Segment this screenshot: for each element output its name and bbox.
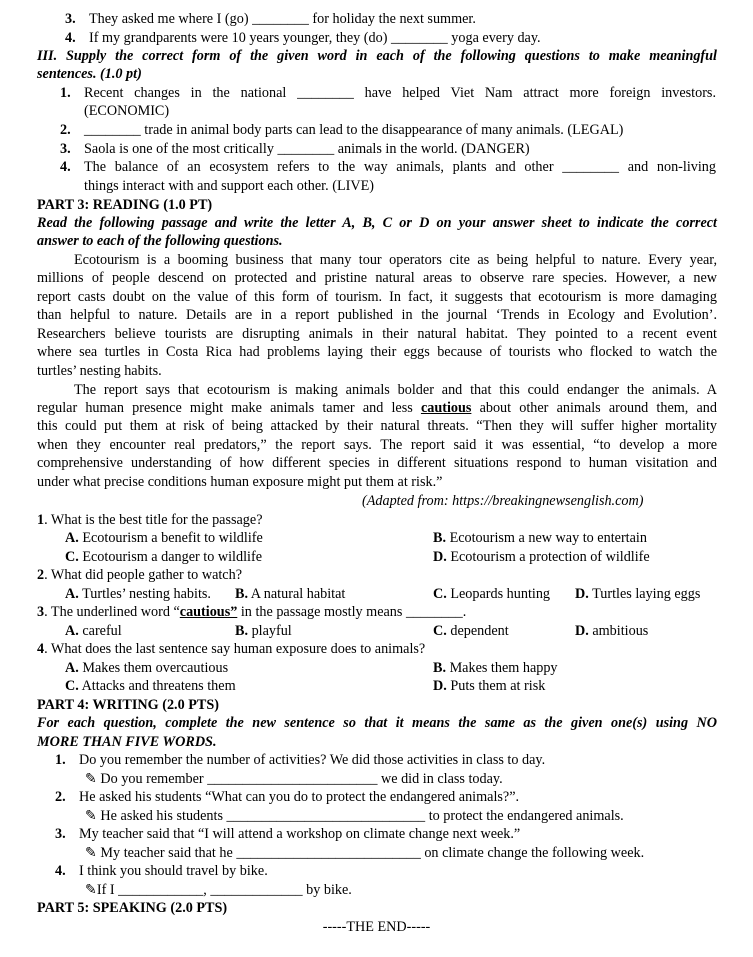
sentence-text: I think you should travel by bike. xyxy=(79,863,268,879)
end-marker: -----THE END----- xyxy=(322,919,431,935)
passage-line: turtles’ nesting habits. xyxy=(37,363,162,379)
option-b[interactable]: B. A natural habitat xyxy=(235,586,346,602)
question-number: 4 xyxy=(37,641,45,657)
instruction-cont: answer to each of the following questions. xyxy=(37,233,283,249)
answer-line[interactable]: ✎If I ____________, _____________ by bike. xyxy=(85,882,352,898)
passage-line: where sea turtles in Costa Rica had problems laying their eggs because of tourists who flocked to watch the xyxy=(37,344,717,360)
instruction: For each question, complete the new sentence so that it means the same as the given one(s) using NO xyxy=(37,715,717,731)
passage-text: regular human presence might make animals tamer and less xyxy=(37,400,413,416)
answer-line[interactable]: ✎ My teacher said that he __________________________ on climate change the following week. xyxy=(85,845,645,861)
option-a[interactable]: A. Makes them overcautious xyxy=(65,660,229,676)
passage-line: Ecotourism is a booming business that many tour operators cite as being helpful to nature. Every year, xyxy=(74,252,717,268)
passage-line: millions of people descend on protected and pristine natural areas to observe rare species. However, a new xyxy=(37,270,717,286)
sentence-text: He asked his students “What can you do to protect the endangered animals?”. xyxy=(79,789,520,805)
passage-line: when they encounter real predators,” the report says. The report said it was essential, “to develop a more xyxy=(37,437,717,453)
instruction: Read the following passage and write the letter A, B, C or D on your answer sheet to indicate the correct xyxy=(37,215,717,231)
sentence-text-cont: (ECONOMIC) xyxy=(84,103,170,119)
sentence-text-cont: things interact with and support each other. (LIVE) xyxy=(84,178,374,194)
item-number: 1. xyxy=(55,752,66,768)
sentence-text: My teacher said that “I will attend a workshop on climate change next week.” xyxy=(79,826,521,842)
passage-line: Researchers believe tourists are disrupting animals in their natural habitat. They pointed to a recent event xyxy=(37,326,717,342)
option-d[interactable]: D. Ecotourism a protection of wildlife xyxy=(433,549,650,565)
item-number: 2. xyxy=(55,789,66,805)
option-b[interactable]: B. Ecotourism a new way to entertain xyxy=(433,530,647,546)
option-c[interactable]: C. dependent xyxy=(433,623,509,639)
question-text: . What is the best title for the passage? xyxy=(44,512,263,528)
answer-line[interactable]: ✎ Do you remember ________________________ we did in class today. xyxy=(85,771,503,787)
item-number: 1. xyxy=(60,85,71,101)
option-a[interactable]: A. careful xyxy=(65,623,122,639)
section-heading: III. Supply the correct form of the given word in each of the following questions to make meaningful xyxy=(37,48,717,64)
question-text: . What did people gather to watch? xyxy=(44,567,242,583)
question xyxy=(37,641,425,658)
item-number: 3. xyxy=(60,141,71,157)
passage-line: this could put them at risk of being attacked by their natural threats. “Then they will suffer higher mortality xyxy=(37,418,717,434)
instruction-cont: MORE THAN FIVE WORDS. xyxy=(37,734,217,750)
part-title: PART 4: WRITING (2.0 PTS) xyxy=(37,697,219,713)
option-a[interactable]: A. Ecotourism a benefit to wildlife xyxy=(65,530,263,546)
source-citation: (Adapted from: https://breakingnewsenglish.com) xyxy=(362,493,644,509)
passage-text: about other animals around them, and xyxy=(479,400,717,416)
sentence-text: If my grandparents were 10 years younger, they (do) ________ yoga every day. xyxy=(89,30,541,46)
question-number: 2 xyxy=(37,567,45,583)
question xyxy=(37,567,242,584)
item-number: 4. xyxy=(65,30,76,46)
answer-line[interactable]: ✎ He asked his students ____________________________ to protect the endangered animals. xyxy=(85,808,624,824)
sentence-text: Do you remember the number of activities? We did those activities in class to day. xyxy=(79,752,546,768)
option-b[interactable]: B. playful xyxy=(235,623,292,639)
sentence-text: Recent changes in the national ________ have helped Viet Nam attract more foreign investors. xyxy=(84,85,716,101)
part-title: PART 5: SPEAKING (2.0 PTS) xyxy=(37,900,228,916)
passage-line: under what precise conditions human exposure might put them at risk.” xyxy=(37,474,443,490)
passage-line: comprehensive understanding of how different species in different situations respond to human visitation and xyxy=(37,455,717,471)
option-c[interactable]: C. Ecotourism a danger to wildlife xyxy=(65,549,263,565)
item-number: 3. xyxy=(55,826,66,842)
passage-line: The report says that ecotourism is making animals bolder and that this could endanger the animals. A xyxy=(74,382,717,398)
part-title: PART 3: READING (1.0 PT) xyxy=(37,197,213,213)
item-number: 2. xyxy=(60,122,71,138)
sentence-text: The balance of an ecosystem refers to the way animals, plants and other ________ and non-living xyxy=(84,159,716,175)
option-d[interactable]: D. Puts them at risk xyxy=(433,678,546,694)
sentence-text: ________ trade in animal body parts can lead to the disappearance of many animals. (LEGAL) xyxy=(84,122,624,138)
passage-line: than helpful to nature. Details are in a report published in the journal ‘Trends in Ecology and Evolution’. xyxy=(37,307,717,323)
passage-line-underlined xyxy=(37,400,717,417)
option-c[interactable]: C. Leopards hunting xyxy=(433,586,551,602)
sentence-text: Saola is one of the most critically ________ animals in the world. (DANGER) xyxy=(84,141,530,157)
question-number: 3 xyxy=(37,604,45,620)
option-a[interactable]: A. Turtles’ nesting habits. xyxy=(65,586,211,602)
underlined-word: cautious” xyxy=(179,604,238,620)
passage-line: report casts doubt on the value of this form of tourism. In fact, it suggests that ecotourism is more damaging xyxy=(37,289,717,305)
option-d[interactable]: D. ambitious xyxy=(575,623,649,639)
item-number: 4. xyxy=(55,863,66,879)
option-c[interactable]: C. Attacks and threatens them xyxy=(65,678,236,694)
item-number: 4. xyxy=(60,159,71,175)
question xyxy=(37,512,263,529)
option-b[interactable]: B. Makes them happy xyxy=(433,660,558,676)
underlined-word: cautious xyxy=(420,400,472,416)
item-number: 3. xyxy=(65,11,76,27)
question-text: . What does the last sentence say human exposure does to animals? xyxy=(44,641,426,657)
sentence-text: They asked me where I (go) ________ for holiday the next summer. xyxy=(89,11,476,27)
question: 3. The underlined word “cautious” in the passage mostly means ________. xyxy=(37,604,467,620)
question-number: 1 xyxy=(37,512,45,528)
section-heading-cont: sentences. (1.0 pt) xyxy=(37,66,142,82)
option-d[interactable]: D. Turtles laying eggs xyxy=(575,586,701,602)
